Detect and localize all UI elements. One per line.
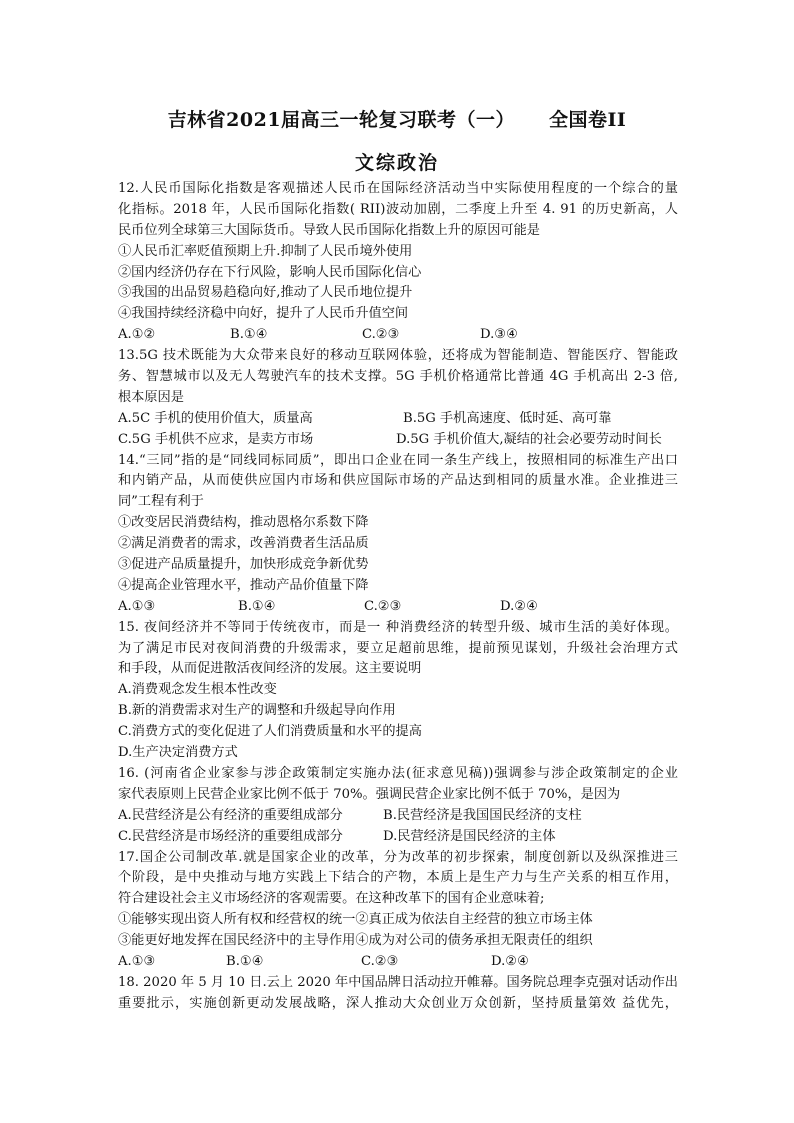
q17-options xyxy=(118,952,678,973)
q13-options-row xyxy=(118,430,678,451)
q14-option-b: B.①④ xyxy=(238,598,276,614)
q15-stem-line: 15. 夜间经济并不等同于传统夜市，而是一 种消费经济的转型升级、城市生活的美好体现。 xyxy=(118,619,678,635)
q18-stem-line: 18. 2020 年 5 月 10 日.云上 2020 年中国品牌日活动拉开帷幕。国务院总理李克强对话动作出 xyxy=(118,974,678,990)
q18-stem-line: 重要批示，实施创新更动发展战略，深人推动大众创业万众创新，坚持质量第效 益优先， xyxy=(118,995,678,1011)
q14-stem-line: 14.“三同”指的是“同线同标同质”，即出口企业在同一条生产线上，按照相同的标准生产出口 xyxy=(118,452,678,468)
q17-option-c: C.②③ xyxy=(361,953,399,969)
q14-stem-line: 同”工程有利于 xyxy=(118,494,204,510)
q16-option-d: D.民营经济是国民经济的主体 xyxy=(383,828,556,844)
q16-options-row xyxy=(118,806,678,827)
q13-stem-line: 务、智慧城市以及无人驾驶汽车的技术支撑。5G 手机价格通常比普通 4G 手机高出 2-3 倍, xyxy=(118,369,678,385)
q13-option-c: C.5G 手机供不应求，是卖方市场 xyxy=(118,431,314,447)
q16-option-b: B.民营经济是我国国民经济的支柱 xyxy=(383,807,582,823)
q17-stem-line: 17.国企公司制改革.就是国家企业的改革，分为改革的初步探索，制度创新以及纵深推进三 xyxy=(118,849,678,865)
page-title xyxy=(0,105,794,132)
q13-option-d: D.5G 手机价值大,凝结的社会必要劳动时间长 xyxy=(396,431,662,447)
q16-option-c: C.民营经济是市场经济的重要组成部分 xyxy=(118,828,343,844)
q17-option-d: D.②④ xyxy=(491,953,529,969)
q17-statement: ①能够实现出资人所有权和经营权的统一②真正成为依法自主经营的独立市场主体 xyxy=(118,912,593,928)
q16-options-row xyxy=(118,827,678,848)
q17-stem-line: 个阶段，是中央推动与地方实践上下结合的产物，本质上是生产力与生产关系的相互作用， xyxy=(118,870,678,886)
q17-option-a: A.①③ xyxy=(118,953,156,969)
question-list xyxy=(118,179,678,1015)
q12-statement: ④我国持续经济稳中向好，提升了人民币升值空间 xyxy=(118,306,409,322)
q14-option-a: A.①③ xyxy=(118,598,156,614)
q12-statement: ①人民币汇率贬值预期上升.抑制了人民币境外使用 xyxy=(118,243,413,259)
q16-stem-line: 家代表原则上民营企业家比例不低于 70%。强调民营企业家比例不低于 70%，是因为 xyxy=(118,786,621,802)
q12-stem-line: 化指标。2018 年，人民币国际化指数( RII)波动加剧，二季度上升至 4. 91 的历史新高，人 xyxy=(118,201,678,217)
q14-option-c: C.②③ xyxy=(364,598,402,614)
q15-option-b: B.新的消费需求对生产的调整和升级起导向作用 xyxy=(118,703,396,719)
q12-option-d: D.③④ xyxy=(480,327,518,343)
q12-options xyxy=(118,325,678,346)
q14-stem-line: 和内销产品，从而使供应国内市场和供应国际市场的产品达到相同的质量水准。企业推进三 xyxy=(118,473,678,489)
subject-title: 文综政治 xyxy=(354,152,439,174)
q13-options-row xyxy=(118,409,678,430)
q17-option-b: B.①④ xyxy=(226,953,264,969)
q12-option-b: B.①④ xyxy=(230,327,268,343)
q14-statement: ③促进产品质量提升，加快形成竞争新优势 xyxy=(118,557,369,573)
q13-option-a: A.5C 手机的使用价值大，质量高 xyxy=(118,410,313,426)
q12-option-a: A.①② xyxy=(118,327,156,343)
q13-stem-line: 13.5G 技术既能为大众带来良好的移动互联网体验，还将成为智能制造、智能医疗、智能政 xyxy=(118,348,678,364)
q17-statement: ③能更好地发挥在国民经济中的主导作用④成为对公司的债务承担无限责任的组织 xyxy=(118,933,593,949)
q15-option-d: D.生产决定消费方式 xyxy=(118,745,238,761)
q14-option-d: D.②④ xyxy=(500,598,538,614)
exam-region: 全国卷II xyxy=(549,109,627,131)
q12-stem-line: 民币位列全球第三大国际货币。导致人民币国际化指数上升的原因可能是 xyxy=(118,222,540,238)
q12-statement: ②国内经济仍存在下行风险，影响人民币国际化信心 xyxy=(118,264,422,280)
q12-statement: ③我国的出品贸易趋稳向好,推动了人民币地位提升 xyxy=(118,285,413,301)
q14-statement: ④提高企业管理水平，推动产品价值量下降 xyxy=(118,577,369,593)
q16-stem-line: 16. (河南省企业家参与涉企政策制定实施办法(征求意见稿))强调参与涉企政策制定的企业 xyxy=(118,765,678,781)
q13-stem-line: 根本原因是 xyxy=(118,389,184,405)
q15-option-c: C.消费方式的变化促进了人们消费质量和水平的提高 xyxy=(118,724,422,740)
q15-stem-line: 为了满足市民对夜间消费的升级需求，要立足超前思维，提前预见谋划，升级社会治理方式 xyxy=(118,640,678,656)
q16-option-a: A.民营经济是公有经济的重要组成部分 xyxy=(118,807,343,823)
q14-statement: ②满足消费者的需求，改善消费者生活品质 xyxy=(118,536,369,552)
q12-option-c: C.②③ xyxy=(362,327,400,343)
q15-option-a: A.消费观念发生根本性改变 xyxy=(118,682,277,698)
q14-statement: ①改变居民消费结构，推动恩格尔系数下降 xyxy=(118,515,369,531)
q13-option-b: B.5G 手机高速度、低时延、高可靠 xyxy=(403,410,612,426)
q14-options xyxy=(118,597,678,618)
q15-stem-line: 和手段，从而促进散活夜间经济的发展。这主要说明 xyxy=(118,661,422,677)
exam-title: 吉林省2021届高三一轮复习联考（一） xyxy=(167,109,516,131)
q17-stem-line: 符合建设社会主义市场经济的客观需要。在这种改革下的国有企业意味着; xyxy=(118,891,545,907)
q12-stem-line: 12.人民币国际化指数是客观描述人民币在国际经济活动当中实际使用程度的一个综合的量 xyxy=(118,181,678,196)
